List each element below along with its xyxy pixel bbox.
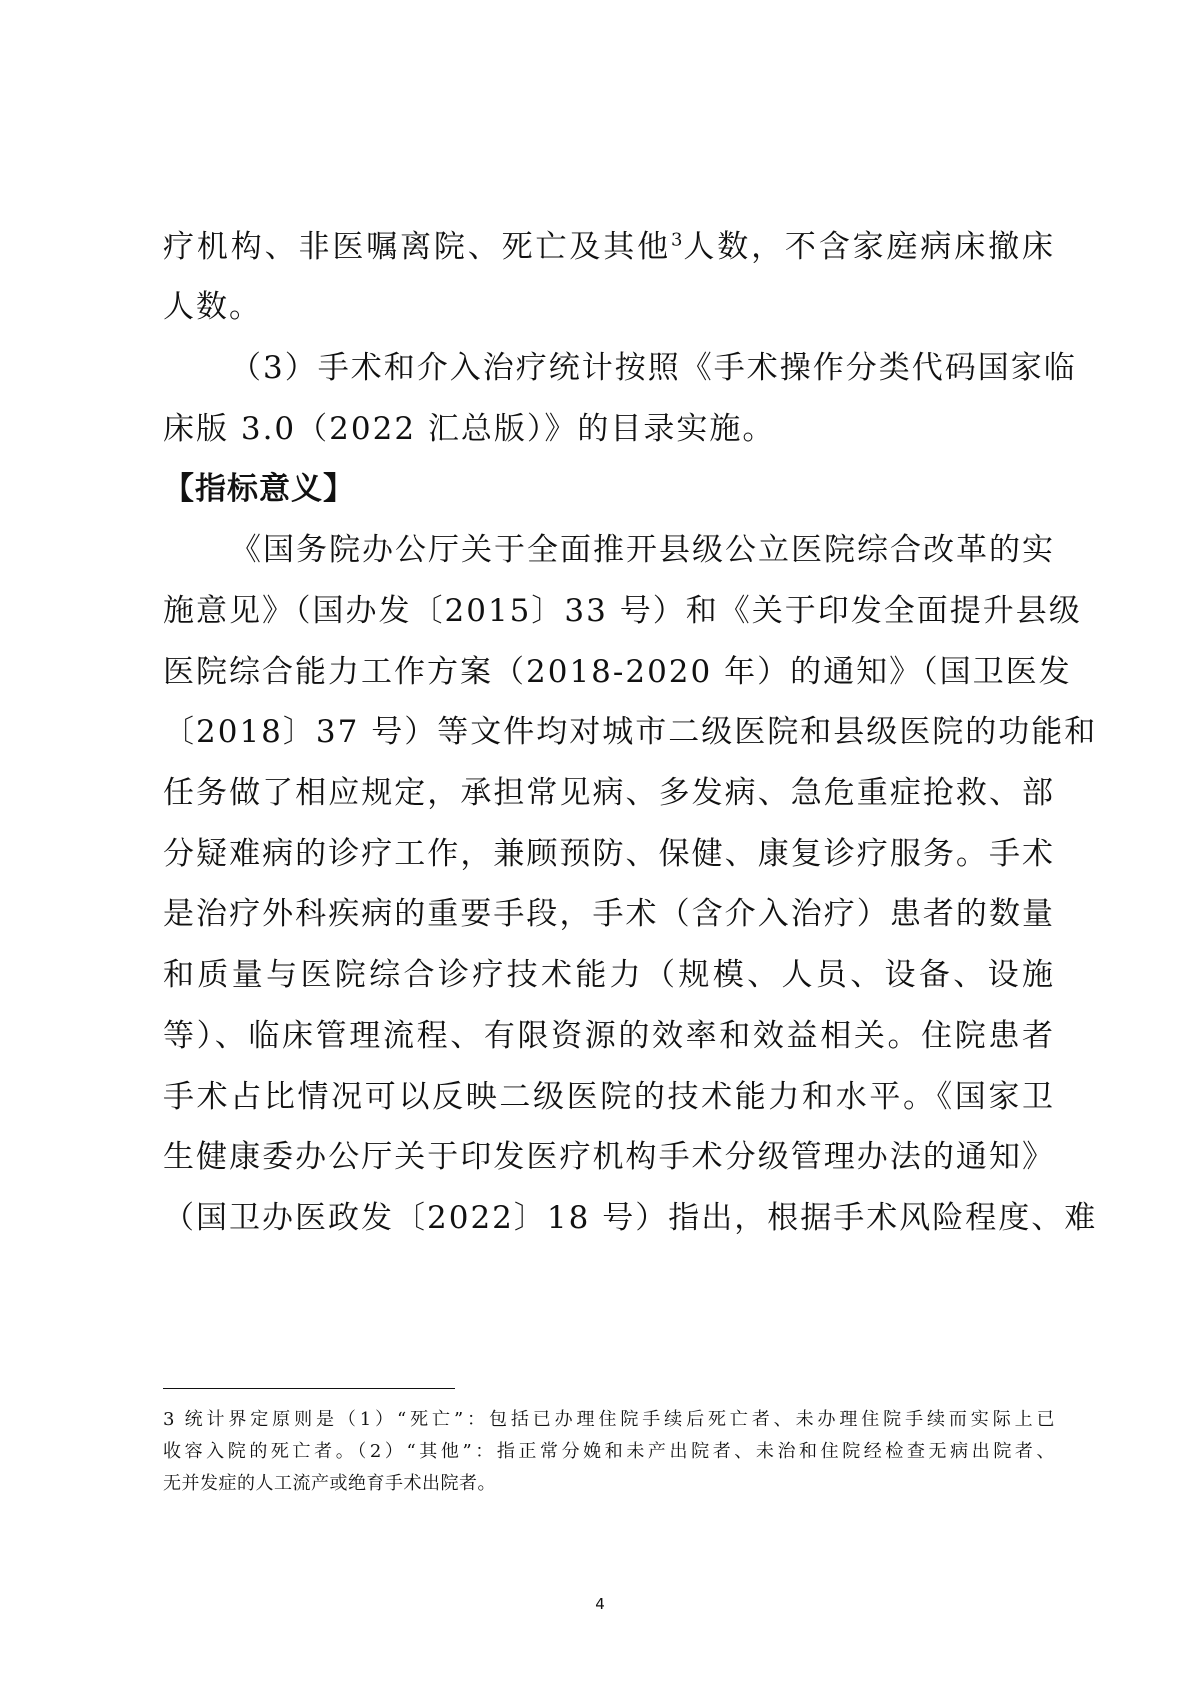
page-number: 4 <box>595 1595 605 1613</box>
footnote-line: 3 统计界定原则是（1）“死亡”：包括已办理住院手续后死亡者、未办理住院手续而实际上已 <box>163 1409 1055 1430</box>
footnote-separator <box>163 1388 455 1389</box>
body-line: 手术占比情况可以反映二级医院的技术能力和水平。《国家卫 <box>163 1079 1055 1115</box>
body-line: 分疑难病的诊疗工作，兼顾预防、保健、康复诊疗服务。手术 <box>163 836 1055 872</box>
body-line: （国卫办医政发〔2022〕18 号）指出，根据手术风险程度、难 <box>163 1200 1098 1236</box>
footnote-line: 收容入院的死亡者。（2）“其他”：指正常分娩和未产出院者、未治和住院经检查无病出院者、 <box>163 1441 1055 1462</box>
section-heading: 【指标意义】 <box>163 471 355 507</box>
footnote-reference[interactable]: 3 <box>671 229 683 251</box>
body-text: 疗机构、非医嘱离院、死亡及其他 <box>163 229 672 265</box>
body-line: 和质量与医院综合诊疗技术能力（规模、人员、设备、设施 <box>163 957 1055 993</box>
body-line: （3）手术和介入治疗统计按照《手术操作分类代码国家临 <box>230 350 1077 386</box>
body-line: 任务做了相应规定，承担常见病、多发病、急危重症抢救、部 <box>163 775 1055 811</box>
body-line: 施意见》（国办发〔2015〕33 号）和《关于印发全面提升县级 <box>163 593 1082 629</box>
body-line <box>163 227 1055 267</box>
body-line: 《国务院办公厅关于全面推开县级公立医院综合改革的实 <box>230 532 1055 568</box>
body-line: 生健康委办公厅关于印发医疗机构手术分级管理办法的通知》 <box>163 1139 1055 1175</box>
body-line: 床版 3.0（2022 汇总版）》的目录实施。 <box>163 411 776 447</box>
body-line: 是治疗外科疾病的重要手段，手术（含介入治疗）患者的数量 <box>163 896 1055 932</box>
footnote-line: 无并发症的人工流产或绝育手术出院者。 <box>163 1473 496 1494</box>
body-text: 人数，不含家庭病床撤床 <box>682 229 1056 265</box>
body-line: 〔2018〕37 号）等文件均对城市二级医院和县级医院的功能和 <box>163 714 1098 750</box>
body-line: 医院综合能力工作方案（2018-2020 年）的通知》（国卫医发 <box>163 654 1072 690</box>
body-line: 人数。 <box>163 289 262 325</box>
body-line: 等）、临床管理流程、有限资源的效率和效益相关。住院患者 <box>163 1018 1055 1054</box>
